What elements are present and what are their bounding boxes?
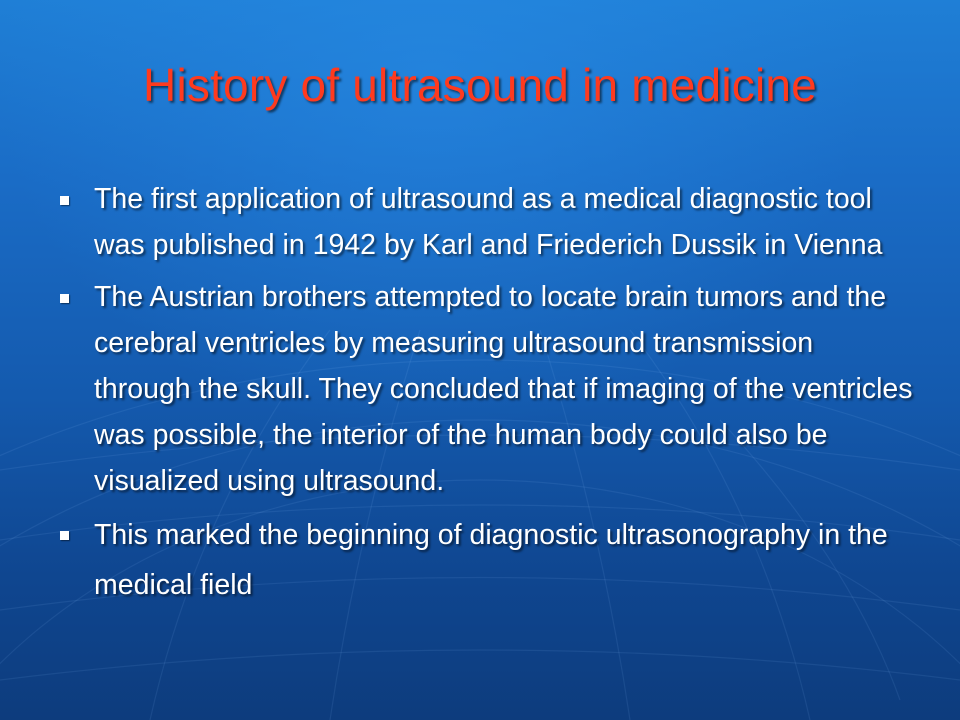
bullet-text: This marked the beginning of diagnostic ultrasonography in the medical field xyxy=(94,519,888,601)
square-bullet-icon xyxy=(60,196,69,205)
bullet-text: The first application of ultrasound as a medical diagnostic tool was published in 1942 by Karl and Friederich Dussik in Vienna xyxy=(94,183,883,261)
bullet-list xyxy=(54,176,914,616)
bullet-item xyxy=(54,274,914,504)
bullet-item xyxy=(54,510,914,610)
square-bullet-icon xyxy=(60,294,69,303)
square-bullet-icon xyxy=(60,531,69,540)
bullet-item xyxy=(54,176,914,268)
bullet-text: The Austrian brothers attempted to locate brain tumors and the cerebral ventricles by measuring ultrasound transmission through the skull. They concluded that if imaging of the ventricles was possible, the interior of the human body could also be visualized using ultrasound. xyxy=(94,281,913,497)
slide-title: History of ultrasound in medicine xyxy=(143,59,817,111)
